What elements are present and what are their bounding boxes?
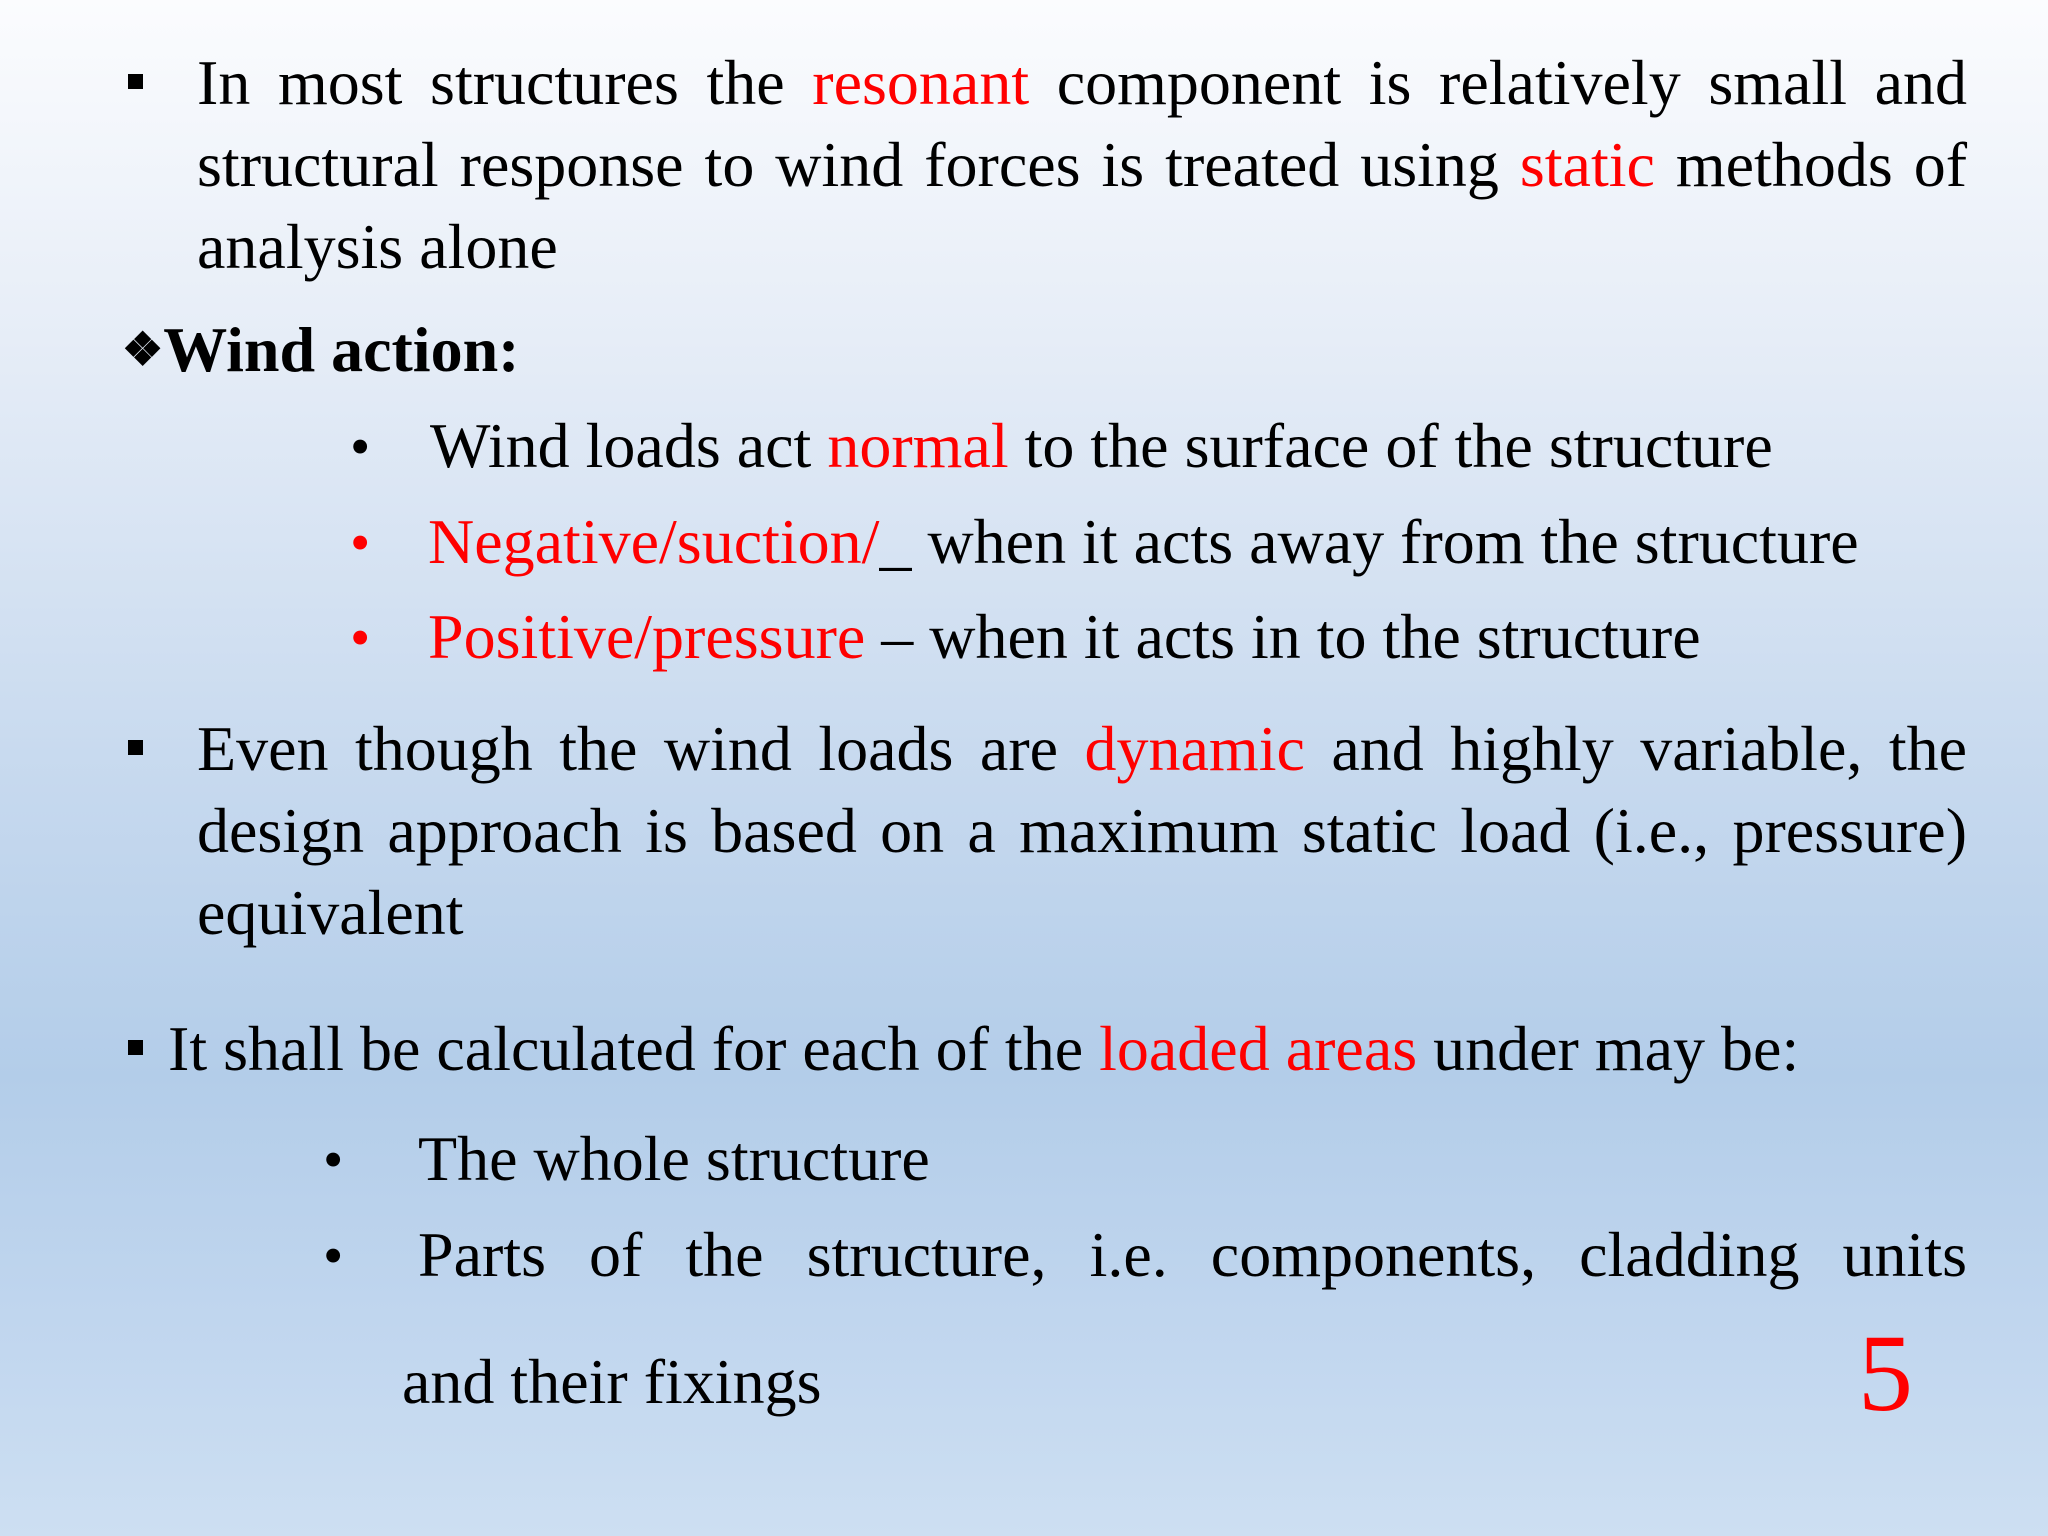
bullet-1-highlight-resonant: resonant	[812, 47, 1030, 118]
page-number: 5	[1858, 1312, 1913, 1434]
heading-label: Wind action:	[163, 314, 520, 385]
wind-item-1-part: Wind loads act	[430, 410, 828, 481]
wind-item-1-part: to the surface of the structure	[1008, 410, 1773, 481]
square-bullet-icon	[128, 1040, 143, 1055]
bullet-1-part: In most structures the	[197, 47, 813, 118]
bullet-2-part: Even though the wind loads are	[197, 713, 1085, 784]
bullet-1-part: methods of analysis alone	[197, 129, 1967, 282]
wind-item-3	[428, 596, 1701, 678]
round-bullet-icon: •	[350, 414, 371, 479]
area-item-1: The whole structure	[418, 1123, 930, 1194]
bullet-2-part: and highly variable, the design approach is based on a maximum static load (i.e., pressure) equivalent	[197, 713, 1967, 948]
bullet-3-text	[168, 1008, 1799, 1090]
wind-item-2-part: _ when it acts away from the structure	[879, 506, 1859, 577]
wind-item-2	[428, 501, 1859, 583]
bullet-2-highlight-dynamic: dynamic	[1084, 713, 1305, 784]
wind-item-2-highlight: Negative/suction/	[428, 506, 880, 577]
wind-item-1-highlight: normal	[827, 410, 1009, 481]
round-bullet-icon: •	[350, 605, 371, 670]
square-bullet-icon	[128, 740, 143, 755]
wind-item-1	[430, 405, 1773, 487]
wind-item-3-part: – when it acts in to the structure	[865, 601, 1701, 672]
round-bullet-icon: •	[350, 510, 371, 575]
bullet-3-highlight-loaded-areas: loaded areas	[1099, 1013, 1418, 1084]
area-item-2: Parts of the structure, i.e. components, cladding units	[418, 1219, 1967, 1290]
bullet-3-part: It shall be calculated for each of the	[168, 1013, 1100, 1084]
bullet-1-text	[197, 42, 1967, 288]
wind-item-3-highlight: Positive/pressure	[428, 601, 866, 672]
round-bullet-icon: •	[323, 1127, 344, 1192]
area-item-2-continuation: and their fixings	[402, 1346, 822, 1417]
bullet-3-part: under may be:	[1417, 1013, 1800, 1084]
bullet-1-highlight-static: static	[1519, 129, 1655, 200]
round-bullet-icon: •	[323, 1223, 344, 1288]
square-bullet-icon	[128, 74, 143, 89]
bullet-2-text	[197, 708, 1967, 954]
wind-action-heading	[122, 309, 519, 391]
bullet-1-part: component is relatively small and structural response to wind forces is treated using	[197, 47, 1967, 200]
diamond-bullet-icon: ❖	[122, 324, 164, 375]
